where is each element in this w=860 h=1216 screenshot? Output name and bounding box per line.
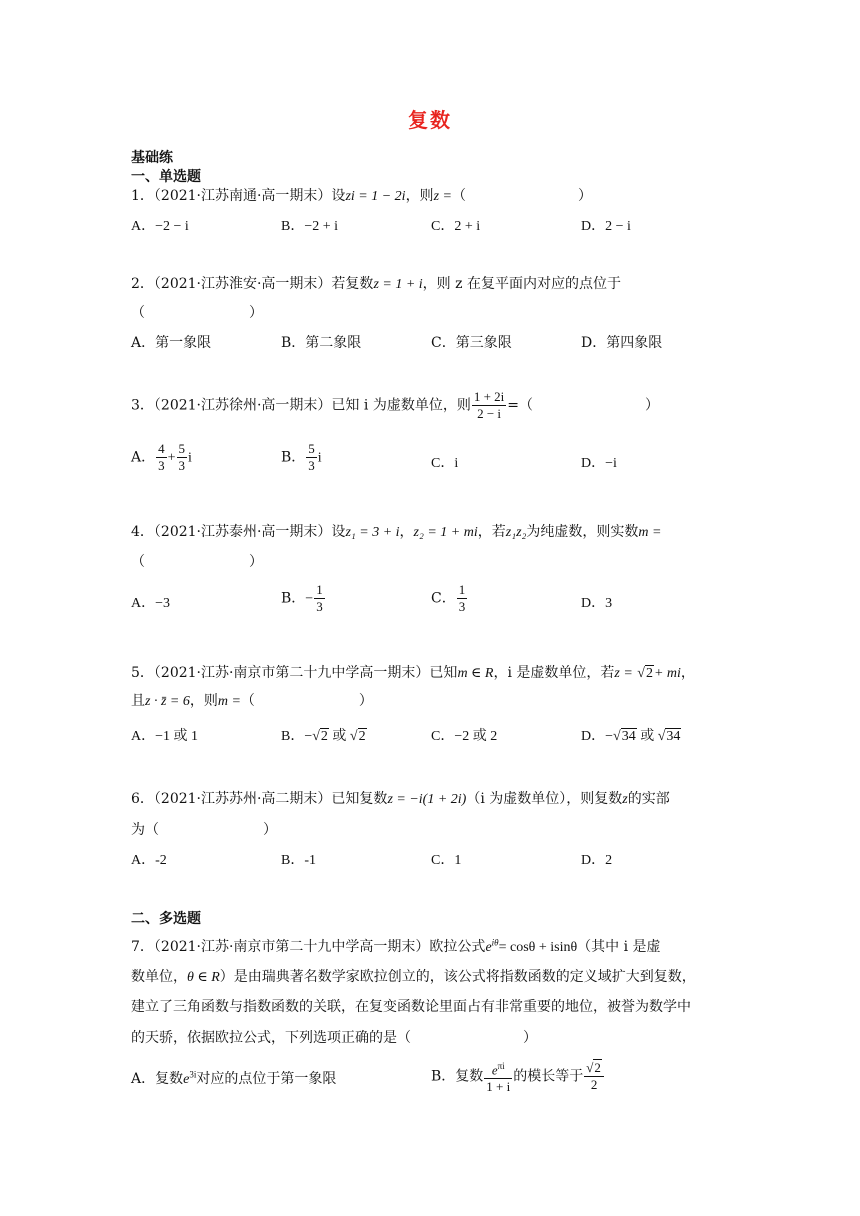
q6-option-a[interactable]: A．-2 xyxy=(131,853,167,868)
question-5-line2: 且z · z̄ = 6，则m =（ ） xyxy=(131,693,373,709)
question-1-stem: 1．（2021·江苏南通·高一期末）设zi = 1 − 2i，则z =（ ） xyxy=(131,188,592,204)
q2-option-a[interactable]: A．第一象限 xyxy=(131,335,212,351)
q6-option-c[interactable]: C．1 xyxy=(431,853,462,868)
question-6-line2: 为（ ） xyxy=(131,822,277,838)
q2-option-c[interactable]: C．第三象限 xyxy=(431,335,512,351)
question-7-line3: 建立了三角函数与指数函数的关联，在复变函数论里面占有非常重要的地位，被誉为数学中 xyxy=(131,999,691,1015)
page-title: 复数 xyxy=(408,108,452,132)
question-2-stem: 2．（2021·江苏淮安·高一期末）若复数z = 1 + i，则 z 在复平面内对应的点位于 xyxy=(131,276,621,292)
question-6-stem: 6．（2021·江苏苏州·高二期末）已知复数z = −i(1 + 2i)（i 为虚数单位），则复数z的实部 xyxy=(131,791,670,807)
section-single-choice: 一、单选题 xyxy=(131,169,201,185)
q5-option-b[interactable]: B．−√2 或 √2 xyxy=(281,729,366,744)
question-7-line2: 数单位，θ ∈ R）是由瑞典著名数学家欧拉创立的，该公式将指数函数的定义域扩大到复数， xyxy=(131,969,696,985)
question-5-stem: 5．（2021·江苏·南京市第二十九中学高一期末）已知m ∈ R，i 是虚数单位，若z = √2+ mi， xyxy=(131,665,695,681)
q4-option-d[interactable]: D．3 xyxy=(581,596,613,611)
q5-option-c[interactable]: C．−2 或 2 xyxy=(431,729,498,744)
q3-option-d[interactable]: D．−i xyxy=(581,456,617,471)
q7-option-a[interactable]: A．复数$e^{3i}$对应的点位于第一象限 xyxy=(131,1069,337,1087)
q6-option-d[interactable]: D．2 xyxy=(581,853,613,868)
q3-option-c[interactable]: C．i xyxy=(431,456,459,471)
question-2-answer-blank: （ ） xyxy=(131,305,263,321)
question-7-line4: 的天骄，依据欧拉公式，下列选项正确的是（ ） xyxy=(131,1030,537,1046)
q1-option-c[interactable]: C．2 + i xyxy=(431,219,481,234)
q4-option-a[interactable]: A．−3 xyxy=(131,596,171,611)
q1-option-b[interactable]: B．−2 + i xyxy=(281,219,339,234)
question-4-stem: 4．（2021·江苏泰州·高一期末）设z₁ = 3 + i，z₂ = 1 + mi，若z₁z₂为纯虚数，则实数m = xyxy=(131,524,662,540)
q2-option-b[interactable]: B．第二象限 xyxy=(281,335,362,351)
q1-option-d[interactable]: D．2 − i xyxy=(581,219,631,234)
section-basic: 基础练 xyxy=(131,150,173,166)
q3-fraction: $\frac{1 + 2i}{2 - i}$ xyxy=(473,389,505,421)
question-3-stem: 3．（2021·江苏徐州·高一期末）已知 i 为虚数单位，则 $\frac{1 + 2i}{2 - i}$ =（ ） xyxy=(131,389,660,421)
q1-option-a[interactable]: A．−2 − i xyxy=(131,219,189,234)
q4-option-c[interactable]: C． $\frac{1}{3}$ xyxy=(431,582,466,614)
question-4-answer-blank: （ ） xyxy=(131,554,263,570)
q7-option-b[interactable]: B．复数 $\frac{e^{\pi i}}{1 + i}$ 的模长等于 $\frac{√2}{2}$ xyxy=(431,1058,605,1095)
q5-option-a[interactable]: A．−1 或 1 xyxy=(131,729,199,744)
q3-option-b[interactable]: B． $\frac{5}{3}$ i xyxy=(281,441,322,473)
q3-option-a[interactable]: A． $\frac{4}{3}$ + $\frac{5}{3}$ i xyxy=(131,441,192,473)
q6-option-b[interactable]: B．-1 xyxy=(281,853,316,868)
section-multi-choice: 二、多选题 xyxy=(131,911,201,927)
question-7-stem: 7．（2021·江苏·南京市第二十九中学高一期末）欧拉公式$e^{i\theta}= \cos\theta + isin\theta$（其中 i 是虚 xyxy=(131,937,661,955)
q2-option-d[interactable]: D．第四象限 xyxy=(581,335,663,351)
q1-equation: zi = 1 − 2i xyxy=(345,189,406,204)
q4-option-b[interactable]: B．− $\frac{1}{3}$ xyxy=(281,582,323,614)
q5-option-d[interactable]: D．−√34 或 √34 xyxy=(581,729,681,744)
